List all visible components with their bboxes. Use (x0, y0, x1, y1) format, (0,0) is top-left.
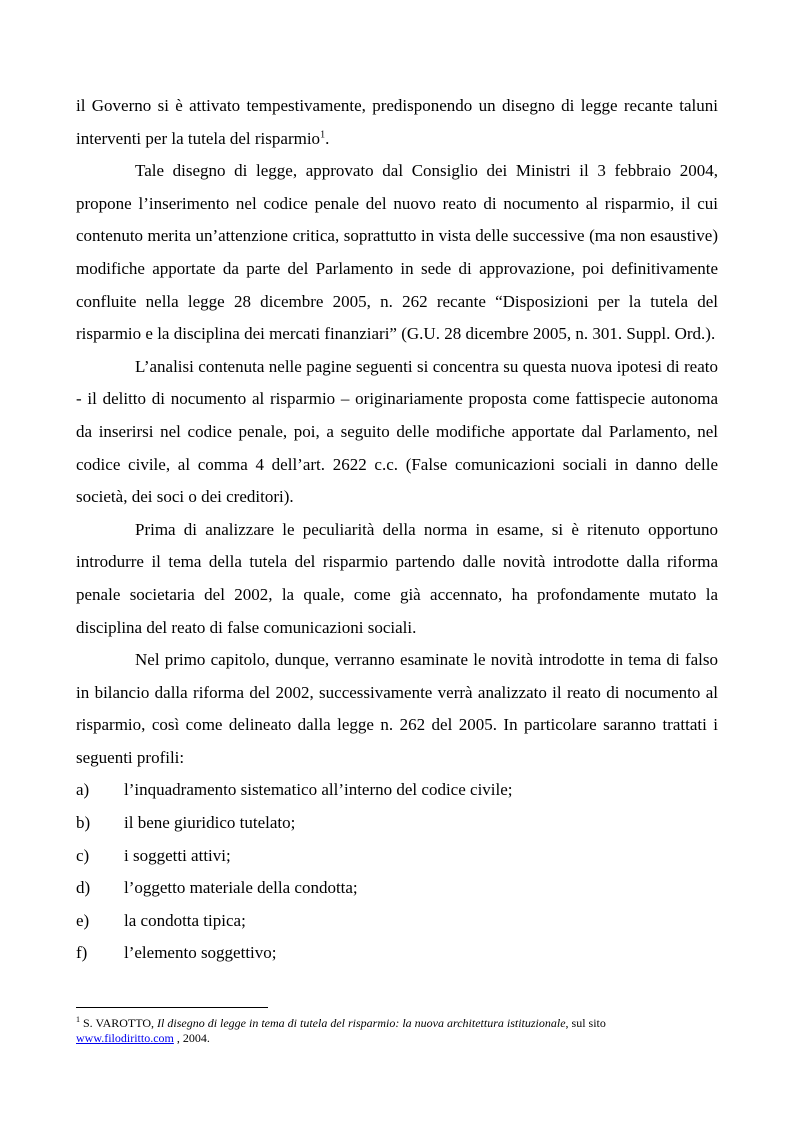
footnote-title: Il disegno di legge in tema di tutela del risparmio: la nuova architettura istituzionale (157, 1016, 566, 1030)
list-item (76, 807, 718, 840)
footnote-author: S. VAROTTO, (83, 1016, 155, 1030)
footnote-link[interactable]: www.filodiritto.com (76, 1031, 174, 1045)
footnote-separator (76, 1007, 268, 1008)
paragraph-1-text: il Governo si è attivato tempestivamente, predisponendo un disegno di legge recante taluni interventi per la tutela del risparmio (76, 96, 718, 148)
list-item-text: la condotta tipica; (124, 910, 246, 930)
list-item (76, 905, 718, 938)
body-text (76, 90, 718, 970)
list-item (76, 937, 718, 970)
list-item-text: i soggetti attivi; (124, 845, 231, 865)
list-marker: b) (76, 813, 91, 833)
list-item (76, 872, 718, 905)
footnote-site-text: , sul sito (565, 1016, 606, 1030)
list-item-text: l’elemento soggettivo; (124, 943, 277, 963)
list-marker: c) (76, 845, 90, 865)
footnote (76, 1016, 718, 1046)
paragraph-5: Nel primo capitolo, dunque, verranno esaminate le novità introdotte in tema di falso in bilancio dalla riforma del 2002, successivamente verrà analizzato il reato di nocumento al risparmio, così come delineato dalla legge n. 262 del 2005. In particolare saranno trattati i seguenti profili: (76, 650, 718, 767)
footnote-number: 1 (76, 1015, 80, 1024)
list-item (76, 840, 718, 873)
list-marker: a) (76, 780, 90, 800)
paragraph-1 (76, 90, 718, 155)
paragraph-4: Prima di analizzare le peculiarità della norma in esame, si è ritenuto opportuno introdurre il tema della tutela del risparmio partendo dalle novità introdotte dalla riforma penale societaria del 2002, la quale, come già accennato, ha profondamente mutato la disciplina del reato di false comunicazioni sociali. (76, 519, 718, 637)
list-marker: d) (76, 878, 91, 898)
list-item-text: l’oggetto materiale della condotta; (124, 878, 358, 898)
list-item-text: il bene giuridico tutelato; (124, 813, 296, 833)
paragraph-1-end: . (325, 128, 330, 148)
list-item-text: l’inquadramento sistematico all’interno del codice civile; (124, 780, 513, 800)
footnote-year: , 2004. (173, 1031, 210, 1045)
paragraph-3: L’analisi contenuta nelle pagine seguenti si concentra su questa nuova ipotesi di reato - il delitto di nocumento al risparmio – originariamente proposta come fattispecie autonoma da inserirsi nel codice penale, poi, a seguito delle modifiche apportate dal Parlamento, nel codice civile, al comma 4 dell’art. 2622 c.c. (False comunicazioni sociali in danno delle società, dei soci o dei creditori). (76, 356, 718, 507)
paragraph-2: Tale disegno di legge, approvato dal Consiglio dei Ministri il 3 febbraio 2004, propone l’inserimento nel codice penale del nuovo reato di nocumento al risparmio, il cui contenuto merita un’attenzione critica, soprattutto in vista delle successive (ma non esaustive) modifiche apportate da parte del Parlamento in sede di approvazione, poi definitivamente confluite nella legge 28 dicembre 2005, n. 262 recante “Disposizioni per la tutela del risparmio e la disciplina dei mercati finanziari” (G.U. 28 dicembre 2005, n. 301. Suppl. Ord.). (76, 161, 718, 344)
list-item (76, 774, 718, 807)
footnote-reference[interactable]: 1 (320, 128, 326, 140)
list-marker: f) (76, 943, 88, 963)
list-marker: e) (76, 910, 90, 930)
